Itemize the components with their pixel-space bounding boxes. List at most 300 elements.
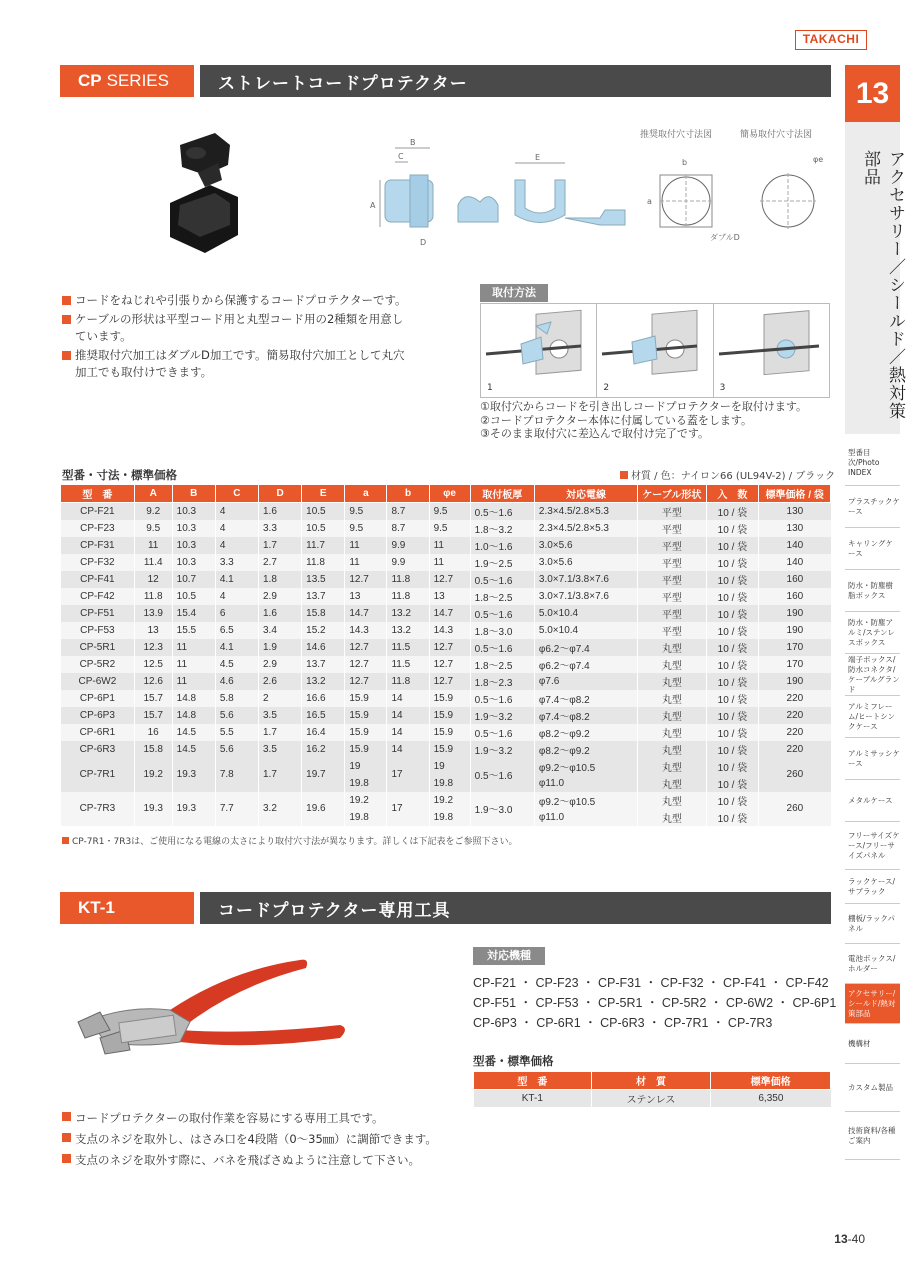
table-header-cell: φe bbox=[429, 485, 470, 503]
table-cell: 19 bbox=[345, 758, 387, 775]
mount-steps bbox=[480, 303, 830, 398]
svg-text:ダブルD: ダブルD bbox=[710, 233, 740, 242]
table-cell: 3.3 bbox=[215, 554, 258, 571]
table2-subtitle: 型番・標準価格 bbox=[473, 1054, 554, 1068]
table-cell: 12.7 bbox=[345, 673, 387, 690]
nav-item[interactable]: アルミサッシケース bbox=[845, 738, 900, 780]
table-cell: CP-F23 bbox=[61, 520, 135, 537]
tool-feature-item: 支点のネジを取外し、はさみ口を4段階（0～35㎜）に調節できます。 bbox=[62, 1129, 462, 1150]
table-row bbox=[61, 588, 831, 605]
table-cell: 16.4 bbox=[302, 724, 345, 741]
table-header-cell: b bbox=[387, 485, 429, 503]
table-cell: 12.5 bbox=[134, 656, 172, 673]
nav-item[interactable]: キャリングケース bbox=[845, 528, 900, 570]
table-cell: 6 bbox=[215, 605, 258, 622]
table-header-cell: 標準価格 / 袋 bbox=[759, 485, 831, 503]
nav-item[interactable]: メタルケース bbox=[845, 780, 900, 822]
table-cell: 1.7 bbox=[258, 724, 301, 741]
table-cell: 12.7 bbox=[345, 639, 387, 656]
table-cell: 13.2 bbox=[387, 622, 429, 639]
table-cell: 3.5 bbox=[258, 707, 301, 724]
series-tag: CP SERIES bbox=[60, 65, 194, 97]
table-cell: 190 bbox=[759, 605, 831, 622]
cell-price: 6,350 bbox=[711, 1090, 831, 1107]
table-cell: 15.7 bbox=[134, 707, 172, 724]
table-cell: CP-7R1 bbox=[61, 758, 135, 792]
table-cell: 13.7 bbox=[302, 656, 345, 673]
table-cell: 16.2 bbox=[302, 741, 345, 758]
table-cell: 10.3 bbox=[172, 503, 215, 520]
table-cell: 10 / 袋 bbox=[706, 554, 759, 571]
table-cell: 10 / 袋 bbox=[706, 622, 759, 639]
table-cell: 19.3 bbox=[172, 758, 215, 792]
table-cell: 3.3 bbox=[258, 520, 301, 537]
nav-item[interactable]: 技術資料/各種ご案内 bbox=[845, 1112, 900, 1160]
table-cell: 平型 bbox=[638, 503, 706, 520]
table-cell: 10 / 袋 bbox=[706, 520, 759, 537]
table-cell: 130 bbox=[759, 503, 831, 520]
nav-item[interactable]: プラスチックケース bbox=[845, 486, 900, 528]
nav-item[interactable]: 防水・防塵樹脂ボックス bbox=[845, 570, 900, 612]
table-cell: 平型 bbox=[638, 605, 706, 622]
svg-text:A: A bbox=[370, 201, 376, 210]
table-cell: 15.8 bbox=[302, 605, 345, 622]
table-cell: 10.7 bbox=[172, 571, 215, 588]
table-cell: 12.7 bbox=[345, 656, 387, 673]
table-row bbox=[61, 554, 831, 571]
table-cell: 15.9 bbox=[429, 724, 470, 741]
svg-text:a: a bbox=[647, 197, 652, 206]
table-cell: 1.9～3.2 bbox=[470, 707, 534, 724]
table-cell: φ11.0 bbox=[534, 775, 637, 792]
table-cell: 10 / 袋 bbox=[706, 639, 759, 656]
table-cell: 2 bbox=[258, 690, 301, 707]
table-cell: 10 / 袋 bbox=[706, 503, 759, 520]
table-cell: 190 bbox=[759, 673, 831, 690]
table-cell: 11 bbox=[172, 639, 215, 656]
table-cell: 170 bbox=[759, 639, 831, 656]
table-cell: 1.7 bbox=[258, 758, 301, 792]
table-cell: 14 bbox=[387, 741, 429, 758]
feature-list bbox=[62, 292, 412, 381]
table-cell: 9.9 bbox=[387, 537, 429, 554]
table-cell: 11 bbox=[172, 673, 215, 690]
table-cell: 12.6 bbox=[134, 673, 172, 690]
table-cell: 平型 bbox=[638, 588, 706, 605]
table-cell: 10.5 bbox=[302, 520, 345, 537]
table-cell: 11 bbox=[345, 537, 387, 554]
table-cell: 0.5～1.6 bbox=[470, 503, 534, 520]
table-cell: 4.6 bbox=[215, 673, 258, 690]
table-cell: 160 bbox=[759, 571, 831, 588]
svg-text:B: B bbox=[410, 138, 416, 147]
nav-item[interactable]: 機構材 bbox=[845, 1024, 900, 1064]
mount-method-title: 取付方法 bbox=[480, 284, 548, 302]
table-cell: 9.5 bbox=[134, 520, 172, 537]
table-cell: 丸型 bbox=[638, 673, 706, 690]
table-cell: 260 bbox=[759, 792, 831, 826]
table-cell: 11.7 bbox=[302, 537, 345, 554]
table-cell: φ8.2～φ9.2 bbox=[534, 741, 637, 758]
nav-item[interactable]: 電池ボックス/ホルダー bbox=[845, 944, 900, 984]
table-cell: 0.5～1.6 bbox=[470, 571, 534, 588]
table-cell: 丸型 bbox=[638, 690, 706, 707]
table-cell: 10 / 袋 bbox=[706, 690, 759, 707]
table-cell: 4.5 bbox=[215, 656, 258, 673]
table-cell: CP-F31 bbox=[61, 537, 135, 554]
table-cell: 1.9 bbox=[258, 639, 301, 656]
feature-item: 推奨取付穴加工はダブルD加工です。簡易取付穴加工として丸穴加工でも取付けできます。 bbox=[62, 347, 412, 381]
table-cell: φ6.2～φ7.4 bbox=[534, 639, 637, 656]
table-cell: 2.6 bbox=[258, 673, 301, 690]
table-cell: 3.2 bbox=[258, 792, 301, 826]
table-cell: 14.5 bbox=[172, 741, 215, 758]
table-cell: 11.8 bbox=[387, 571, 429, 588]
table-cell: 10 / 袋 bbox=[706, 605, 759, 622]
th-material: 材 質 bbox=[591, 1072, 711, 1090]
table-cell: 11.8 bbox=[134, 588, 172, 605]
table-cell: 10 / 袋 bbox=[706, 588, 759, 605]
table-cell: 10 / 袋 bbox=[706, 571, 759, 588]
table-cell: 1.8～3.2 bbox=[470, 520, 534, 537]
nav-item[interactable]: ラックケース/サブラック bbox=[845, 870, 900, 904]
th-price: 標準価格 bbox=[711, 1072, 831, 1090]
nav-item[interactable]: アルミフレーム/ヒートシンクケース bbox=[845, 696, 900, 738]
mount-note: ③そのまま取付穴に差込んで取付け完了です。 bbox=[480, 427, 709, 440]
table-cell: 1.8～2.5 bbox=[470, 588, 534, 605]
table-cell: 13.2 bbox=[302, 673, 345, 690]
table-cell: CP-6P3 bbox=[61, 707, 135, 724]
table-cell: 19.8 bbox=[429, 809, 470, 826]
table-cell: 14.3 bbox=[429, 622, 470, 639]
table-cell: 13 bbox=[134, 622, 172, 639]
table-cell: 1.9～3.2 bbox=[470, 741, 534, 758]
compat-models bbox=[473, 973, 836, 1033]
mount-notes bbox=[480, 400, 807, 441]
table-cell: 3.4 bbox=[258, 622, 301, 639]
table-cell: 7.7 bbox=[215, 792, 258, 826]
table-header-cell: C bbox=[215, 485, 258, 503]
table-cell: 14.3 bbox=[345, 622, 387, 639]
table-cell: 13.2 bbox=[387, 605, 429, 622]
table-row bbox=[61, 656, 831, 673]
price-table bbox=[473, 1071, 831, 1107]
table-cell: 12.7 bbox=[429, 571, 470, 588]
table-cell: CP-F32 bbox=[61, 554, 135, 571]
cell-material: ステンレス bbox=[591, 1090, 711, 1107]
table-cell: 19.8 bbox=[345, 775, 387, 792]
table-cell: 5.6 bbox=[215, 741, 258, 758]
table-cell: 4 bbox=[215, 588, 258, 605]
table-cell: 11 bbox=[134, 537, 172, 554]
table-cell: 12.7 bbox=[429, 639, 470, 656]
table-cell: 4.1 bbox=[215, 571, 258, 588]
nav-item[interactable]: 防水・防塵アルミ/ステンレスボックス bbox=[845, 612, 900, 654]
table-cell: 10 / 袋 bbox=[706, 724, 759, 741]
table-cell: 11 bbox=[172, 656, 215, 673]
table-row bbox=[61, 673, 831, 690]
table-cell: 丸型 bbox=[638, 741, 706, 758]
table-cell: 15.2 bbox=[302, 622, 345, 639]
table-cell: 丸型 bbox=[638, 775, 706, 792]
table-cell: 170 bbox=[759, 656, 831, 673]
svg-text:C: C bbox=[398, 152, 404, 161]
table-cell: 平型 bbox=[638, 554, 706, 571]
table-cell: 19.7 bbox=[302, 758, 345, 792]
table-cell: 3.0×7.1/3.8×7.6 bbox=[534, 571, 637, 588]
label-simple-hole: 簡易取付穴寸法図 bbox=[740, 130, 813, 140]
table-cell: 11.4 bbox=[134, 554, 172, 571]
table-cell: 1.8 bbox=[258, 571, 301, 588]
table-cell: 4 bbox=[215, 503, 258, 520]
section-number: 13 bbox=[845, 65, 900, 122]
svg-text:b: b bbox=[682, 158, 688, 167]
table-cell: CP-6R1 bbox=[61, 724, 135, 741]
table-cell: 15.9 bbox=[345, 741, 387, 758]
table-header-cell: E bbox=[302, 485, 345, 503]
mount-step-1: 1 bbox=[481, 304, 597, 397]
table-cell: 4 bbox=[215, 520, 258, 537]
table-cell: 平型 bbox=[638, 622, 706, 639]
table-cell: 平型 bbox=[638, 520, 706, 537]
table-cell: 220 bbox=[759, 690, 831, 707]
table-cell: 14.7 bbox=[429, 605, 470, 622]
feature-item: ケーブルの形状は平型コード用と丸型コード用の2種類を用意しています。 bbox=[62, 311, 412, 345]
compat-line: CP-6P3 ・ CP-6R1 ・ CP-6R3 ・ CP-7R1 ・ CP-7R3 bbox=[473, 1016, 773, 1030]
table-cell: 10 / 袋 bbox=[706, 656, 759, 673]
table-cell: 3.0×5.6 bbox=[534, 537, 637, 554]
cord-protector-photo bbox=[160, 125, 250, 260]
table-cell: 19.6 bbox=[302, 792, 345, 826]
table-row bbox=[61, 639, 831, 656]
svg-text:E: E bbox=[535, 153, 541, 162]
table-cell: 10 / 袋 bbox=[706, 673, 759, 690]
table-cell: 13.5 bbox=[302, 571, 345, 588]
table-header-cell: a bbox=[345, 485, 387, 503]
table-cell: 14.7 bbox=[345, 605, 387, 622]
table-cell: 丸型 bbox=[638, 707, 706, 724]
table-header-cell: A bbox=[134, 485, 172, 503]
table-cell: 19 bbox=[429, 758, 470, 775]
table-cell: 4.1 bbox=[215, 639, 258, 656]
table-cell: 14.8 bbox=[172, 690, 215, 707]
mount-step-2: 2 bbox=[597, 304, 713, 397]
table-cell: 8.7 bbox=[387, 503, 429, 520]
label-recommended-hole: 推奨取付穴寸法図 bbox=[640, 130, 713, 140]
table-cell: 4 bbox=[215, 537, 258, 554]
nav-item[interactable]: フリーサイズケース/フリーサイズパネル bbox=[845, 822, 900, 870]
table-cell: 11 bbox=[429, 537, 470, 554]
tool-feature-list bbox=[62, 1108, 462, 1171]
table-cell: 丸型 bbox=[638, 758, 706, 775]
kt1-tag: KT-1 bbox=[60, 892, 194, 924]
table-cell: 12.7 bbox=[429, 656, 470, 673]
table-cell: 11.8 bbox=[387, 588, 429, 605]
table-cell: 1.9～2.5 bbox=[470, 554, 534, 571]
table-cell: 10 / 袋 bbox=[706, 741, 759, 758]
table-cell: 1.7 bbox=[258, 537, 301, 554]
table-cell: 260 bbox=[759, 758, 831, 792]
table-cell: 10 / 袋 bbox=[706, 792, 759, 809]
nav-item[interactable]: アクセサリー/シールド/熱対策部品 bbox=[845, 984, 900, 1024]
table-cell: 9.5 bbox=[345, 520, 387, 537]
svg-text:φe: φe bbox=[813, 155, 824, 164]
table-header-cell: 対応電線 bbox=[534, 485, 637, 503]
table-cell: 15.5 bbox=[172, 622, 215, 639]
table-cell: 13 bbox=[345, 588, 387, 605]
table-cell: 19.2 bbox=[345, 792, 387, 809]
tool-feature-item: 支点のネジを取外す際に、バネを飛ばさぬように注意して下さい。 bbox=[62, 1150, 462, 1171]
table-cell: 5.0×10.4 bbox=[534, 622, 637, 639]
table-cell: 丸型 bbox=[638, 792, 706, 809]
table-cell: 17 bbox=[387, 758, 429, 792]
table-header-cell: D bbox=[258, 485, 301, 503]
table-cell: 8.7 bbox=[387, 520, 429, 537]
table-cell: 0.5～1.6 bbox=[470, 690, 534, 707]
table-cell: 15.9 bbox=[345, 690, 387, 707]
table-cell: 220 bbox=[759, 741, 831, 758]
table-cell: 1.8～2.3 bbox=[470, 673, 534, 690]
table-cell: 14 bbox=[387, 707, 429, 724]
table-row bbox=[61, 741, 831, 758]
table-cell: φ9.2～φ10.5 bbox=[534, 792, 637, 809]
svg-text:D: D bbox=[420, 238, 427, 247]
nav-item[interactable]: カスタム製品 bbox=[845, 1064, 900, 1112]
nav-item[interactable]: 端子ボックス/防水コネクタ/ケーブルグランド bbox=[845, 654, 900, 696]
table-cell: CP-5R1 bbox=[61, 639, 135, 656]
table-cell: 10 / 袋 bbox=[706, 758, 759, 775]
table-cell: 9.5 bbox=[429, 503, 470, 520]
table-cell: 14.5 bbox=[172, 724, 215, 741]
table-header-cell: 入 数 bbox=[706, 485, 759, 503]
table-cell: CP-5R2 bbox=[61, 656, 135, 673]
table-cell: 平型 bbox=[638, 537, 706, 554]
table-cell: 5.0×10.4 bbox=[534, 605, 637, 622]
table-cell: 12 bbox=[134, 571, 172, 588]
table-cell: 15.9 bbox=[345, 724, 387, 741]
table-cell: 1.6 bbox=[258, 503, 301, 520]
table-cell: 1.8～3.0 bbox=[470, 622, 534, 639]
table-cell: 0.5～1.6 bbox=[470, 724, 534, 741]
mount-note: ②コードプロテクター本体に付属している蓋をします。 bbox=[480, 413, 752, 427]
table-cell: 1.0～1.6 bbox=[470, 537, 534, 554]
table-cell: 19.3 bbox=[134, 792, 172, 826]
table-cell: 14.8 bbox=[172, 707, 215, 724]
compat-line: CP-F51 ・ CP-F53 ・ CP-5R1 ・ CP-5R2 ・ CP-6W2 ・ CP-6P1 bbox=[473, 996, 837, 1010]
table-cell: 1.9～3.0 bbox=[470, 792, 534, 826]
mount-note: ①取付穴からコードを引き出しコードプロテクターを取付けます。 bbox=[480, 400, 807, 413]
table-cell: 9.2 bbox=[134, 503, 172, 520]
table-cell: 2.3×4.5/2.8×5.3 bbox=[534, 503, 637, 520]
table-cell: 220 bbox=[759, 724, 831, 741]
table-cell: CP-6P1 bbox=[61, 690, 135, 707]
table-cell: 19.8 bbox=[429, 775, 470, 792]
table-row bbox=[61, 571, 831, 588]
table-row bbox=[61, 724, 831, 741]
compat-title: 対応機種 bbox=[473, 947, 545, 965]
table-header-cell: B bbox=[172, 485, 215, 503]
table-cell: 12.7 bbox=[429, 673, 470, 690]
table-cell: 0.5～1.6 bbox=[470, 605, 534, 622]
section2-title: コードプロテクター専用工具 bbox=[218, 900, 451, 921]
table-header-cell: 型 番 bbox=[61, 485, 135, 503]
material-note: 材質 / 色：ナイロン66 (UL94V-2) / ブラック bbox=[620, 467, 835, 482]
table-cell: 3.0×5.6 bbox=[534, 554, 637, 571]
page-number: 13-40 bbox=[834, 1232, 865, 1246]
table-cell: 11.8 bbox=[387, 673, 429, 690]
table-cell: 10.3 bbox=[172, 537, 215, 554]
table-row bbox=[61, 605, 831, 622]
table-cell: 5.8 bbox=[215, 690, 258, 707]
table-cell: 17 bbox=[387, 792, 429, 826]
table-cell: CP-6W2 bbox=[61, 673, 135, 690]
cell-model: KT-1 bbox=[474, 1090, 592, 1107]
table-cell: 14 bbox=[387, 724, 429, 741]
table-cell: 6.5 bbox=[215, 622, 258, 639]
table-cell: 2.7 bbox=[258, 554, 301, 571]
brand-logo: TAKACHI bbox=[795, 30, 867, 50]
table-cell: 10.5 bbox=[302, 503, 345, 520]
table-row bbox=[61, 758, 831, 775]
mount-step-3: 3 bbox=[714, 304, 829, 397]
table-cell: 15.9 bbox=[345, 707, 387, 724]
section-header-kt1 bbox=[60, 892, 831, 924]
tool-feature-item: コードプロテクターの取付作業を容易にする専用工具です。 bbox=[62, 1108, 462, 1129]
table-cell: CP-F42 bbox=[61, 588, 135, 605]
table-cell: 19.3 bbox=[172, 792, 215, 826]
table-cell: 平型 bbox=[638, 571, 706, 588]
table-cell: φ7.4～φ8.2 bbox=[534, 690, 637, 707]
table-cell: 130 bbox=[759, 520, 831, 537]
table-cell: 15.9 bbox=[429, 690, 470, 707]
nav-item[interactable]: 棚板/ラックパネル bbox=[845, 904, 900, 944]
table-cell: 14.6 bbox=[302, 639, 345, 656]
table-cell: 2.3×4.5/2.8×5.3 bbox=[534, 520, 637, 537]
table-cell: 11 bbox=[429, 554, 470, 571]
table-cell: φ11.0 bbox=[534, 809, 637, 826]
nav-item[interactable]: 型番目次/Photo INDEX bbox=[845, 440, 900, 486]
table-cell: 丸型 bbox=[638, 724, 706, 741]
table-cell: 11.5 bbox=[387, 656, 429, 673]
table-cell: 190 bbox=[759, 622, 831, 639]
table-cell: 1.8～2.5 bbox=[470, 656, 534, 673]
table-cell: 9.9 bbox=[387, 554, 429, 571]
table-cell: 丸型 bbox=[638, 809, 706, 826]
table-cell: 10 / 袋 bbox=[706, 537, 759, 554]
table-cell: 7.8 bbox=[215, 758, 258, 792]
compat-line: CP-F21 ・ CP-F23 ・ CP-F31 ・ CP-F32 ・ CP-F41 ・ CP-F42 bbox=[473, 976, 829, 990]
table-row bbox=[61, 520, 831, 537]
category-label: アクセサリー／シールド／熱対策部品 bbox=[845, 122, 900, 434]
table-cell: 13.7 bbox=[302, 588, 345, 605]
table-cell: 16.6 bbox=[302, 690, 345, 707]
table-cell: 10 / 袋 bbox=[706, 707, 759, 724]
table-cell: 15.4 bbox=[172, 605, 215, 622]
table-cell: 12.7 bbox=[345, 571, 387, 588]
table-cell: 2.9 bbox=[258, 656, 301, 673]
table-cell: 丸型 bbox=[638, 639, 706, 656]
table-cell: 9.5 bbox=[429, 520, 470, 537]
table-cell: 1.6 bbox=[258, 605, 301, 622]
section-header-cp bbox=[60, 65, 831, 97]
table-cell: 0.5～1.6 bbox=[470, 758, 534, 792]
table-cell: 丸型 bbox=[638, 656, 706, 673]
table-cell: 140 bbox=[759, 537, 831, 554]
th-model: 型 番 bbox=[474, 1072, 592, 1090]
table-cell: 10.3 bbox=[172, 554, 215, 571]
table-cell: 9.5 bbox=[345, 503, 387, 520]
table-cell: φ8.2～φ9.2 bbox=[534, 724, 637, 741]
